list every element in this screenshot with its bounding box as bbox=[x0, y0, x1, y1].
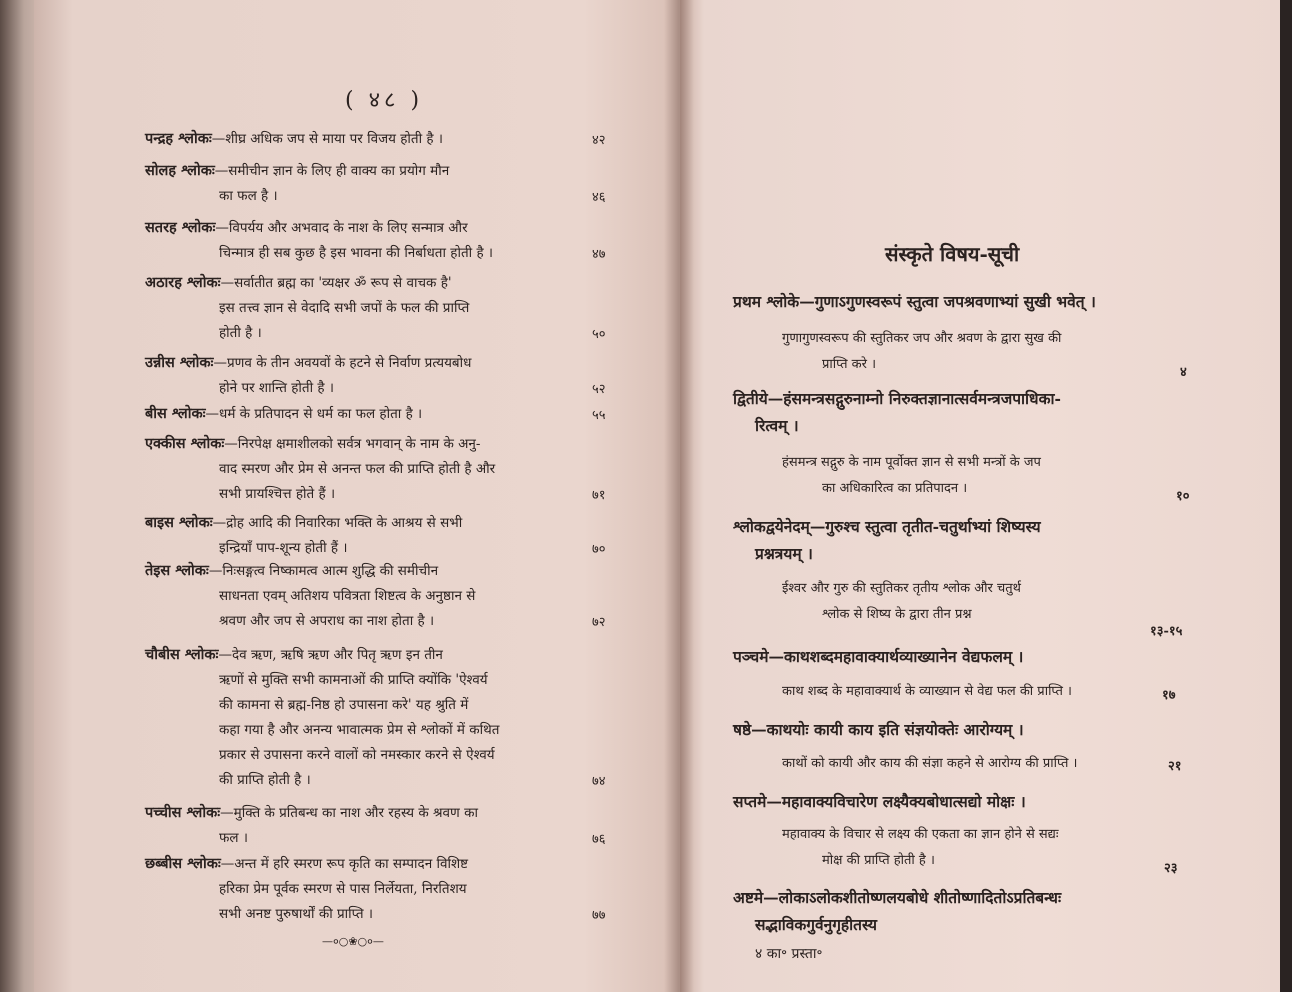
entry-text: —निरपेक्ष क्षमाशीलको सर्वत्र भगवान् के नाम के अनु- bbox=[224, 436, 481, 452]
entry-line bbox=[145, 800, 585, 826]
contents-entry bbox=[145, 510, 585, 561]
entry-line: फल । bbox=[219, 830, 248, 846]
contents-entry bbox=[145, 158, 585, 209]
sanskrit-text: —गुणाऽगुणस्वरूपं स्तुत्वा जपश्रवणाभ्यां सुखी भवेत् । bbox=[799, 292, 1096, 311]
entry-line bbox=[145, 350, 585, 376]
contents-entry bbox=[145, 126, 585, 152]
contents-entry bbox=[145, 431, 585, 507]
translation-line: का अधिकारित्व का प्रतिपादन । bbox=[822, 481, 968, 496]
entry-text: —देव ऋण, ऋषि ऋण और पितृ ऋण इन तीन bbox=[218, 647, 443, 663]
entry-line: सभी प्रायश्चित्त होते हैं । bbox=[219, 486, 336, 502]
entry-heading: बीस श्लोकः bbox=[145, 405, 206, 422]
page-reference: ७७ bbox=[592, 908, 606, 923]
entry-line: की प्राप्ति होती है । bbox=[219, 772, 311, 788]
contents-entry bbox=[145, 800, 585, 851]
entry-line: की कामना से ब्रह्म-निष्ठ हो उपासना करे' यह श्रुति में bbox=[219, 697, 469, 713]
entry-line: साधनता एवम् अतिशय पवित्रता शिष्टत्व के अनुष्ठान से bbox=[219, 588, 476, 604]
entry-text: —मुक्ति के प्रतिबन्ध का नाश और रहस्य के श्रवण का bbox=[220, 805, 478, 821]
sanskrit-entry bbox=[733, 884, 1188, 938]
translation-line: मोक्ष की प्राप्ति होती है । bbox=[822, 853, 935, 868]
page-reference: २३ bbox=[1164, 861, 1178, 876]
page-reference: ७० bbox=[592, 542, 606, 557]
sanskrit-text: —महावाक्यविचारेण लक्ष्यैक्यबोधात्सद्यो मोक्षः । bbox=[766, 792, 1026, 811]
sanskrit-line: रित्वम् । bbox=[755, 416, 799, 435]
page-reference: ४२ bbox=[592, 133, 606, 148]
entry-line: होने पर शान्ति होती है । bbox=[219, 380, 334, 396]
sanskrit-line bbox=[733, 513, 1188, 540]
entry-line bbox=[145, 642, 585, 668]
entry-heading: सोलह श्लोकः bbox=[145, 162, 215, 179]
entry-heading: तेइस श्लोकः bbox=[145, 562, 209, 579]
entry-text: —निःसङ्गत्व निष्कामत्व आत्म शुद्धि की समीचीन bbox=[208, 563, 439, 579]
hindi-translation bbox=[782, 679, 1172, 705]
entry-heading: अठारह श्लोकः bbox=[145, 274, 221, 291]
sanskrit-text: —हंसमन्त्रसद्गुरुनाम्नो निरुक्तज्ञानात्सर्वमन्त्रजपाधिका- bbox=[767, 389, 1061, 408]
page-reference: ५० bbox=[592, 327, 606, 342]
entry-line: ऋणों से मुक्ति सभी कामनाओं की प्राप्ति क्योंकि 'ऐश्वर्य bbox=[219, 672, 488, 688]
contents-entry bbox=[145, 401, 585, 427]
translation-line: प्राप्ति करे । bbox=[822, 357, 877, 372]
translation-line: महावाक्य के विचार से लक्ष्य की एकता का ज्ञान होने से सद्यः bbox=[782, 827, 1059, 842]
hindi-translation bbox=[782, 822, 1172, 874]
page-reference: २१ bbox=[1168, 759, 1182, 774]
entry-line bbox=[145, 126, 585, 152]
contents-entry bbox=[145, 642, 585, 793]
ornament-divider: —०○❀○०— bbox=[322, 935, 384, 948]
translation-line: हंसमन्त्र सद्गुरु के नाम पूर्वोक्त ज्ञान से सभी मन्त्रों के जप bbox=[782, 455, 1041, 470]
entry-heading: प्रथम श्लोके bbox=[733, 292, 800, 311]
entry-text: —धर्म के प्रतिपादन से धर्म का फल होता है । bbox=[205, 406, 423, 422]
page-footer-signature: ४ का॰ प्रस्ता॰ bbox=[755, 946, 823, 962]
entry-line: होती है । bbox=[219, 325, 262, 341]
page-reference: ४६ bbox=[592, 190, 606, 205]
entry-text: —शीघ्र अधिक जप से माया पर विजय होती है । bbox=[211, 131, 443, 147]
contents-entry bbox=[145, 270, 585, 346]
book-edge-right bbox=[1280, 0, 1292, 992]
page-reference: ७१ bbox=[592, 488, 606, 503]
sanskrit-line: प्रश्नत्रयम् । bbox=[755, 544, 813, 563]
entry-line: वाद स्मरण और प्रेम से अनन्त फल की प्राप्ति होती है और bbox=[219, 461, 496, 477]
entry-line: कहा गया है और अनन्य भावात्मक प्रेम से श्लोकों में कथित bbox=[219, 722, 500, 738]
page-reference: १७ bbox=[1162, 688, 1176, 703]
page-reference: ४७ bbox=[592, 247, 606, 262]
entry-heading: द्वितीये bbox=[733, 389, 768, 408]
entry-line: चिन्मात्र ही सब कुछ है इस भावना की निर्बाधता होती है । bbox=[219, 245, 494, 261]
sanskrit-text: —काथशब्दमहावाक्यार्थव्याख्यानेन वेद्यफलम् । bbox=[768, 647, 1024, 666]
translation-line: काथ शब्द के महावाक्यार्थ के व्याख्यान से वेद्य फल की प्राप्ति । bbox=[782, 684, 1072, 699]
hindi-translation bbox=[782, 751, 1172, 777]
contents-entry bbox=[145, 558, 585, 634]
sanskrit-line bbox=[733, 716, 1188, 743]
page-reference: १० bbox=[1176, 489, 1190, 504]
entry-line: प्रकार से उपासना करने वालों को नमस्कार करने से ऐश्वर्य bbox=[219, 747, 495, 763]
sanskrit-line: सद्भाविकगुर्वनुगृहीतस्य bbox=[755, 915, 878, 934]
entry-heading: बाइस श्लोकः bbox=[145, 514, 213, 531]
entry-heading: एक्कीस श्लोकः bbox=[145, 435, 225, 452]
sanskrit-entry bbox=[733, 513, 1188, 567]
page-reference: ७४ bbox=[592, 774, 606, 789]
entry-heading: सतरह श्लोकः bbox=[145, 219, 216, 236]
entry-heading: पञ्चमे bbox=[733, 647, 769, 666]
entry-line bbox=[145, 401, 585, 427]
sanskrit-text: —लोकाऽलोकशीतोष्णलयबोधे शीतोष्णादितोऽप्रतिबन्धः bbox=[763, 888, 1062, 907]
hindi-translation bbox=[782, 576, 1172, 628]
entry-heading: उन्नीस श्लोकः bbox=[145, 354, 214, 371]
entry-line: हरिका प्रेम पूर्वक स्मरण से पास निर्लेयता, निरतिशय bbox=[219, 881, 467, 897]
entry-line: सभी अनष्ट पुरुषार्थों की प्राप्ति । bbox=[219, 906, 373, 922]
contents-entry bbox=[145, 350, 585, 401]
sanskrit-line bbox=[733, 884, 1188, 911]
entry-text: —सर्वातीत ब्रह्म का 'व्यक्षर ॐ रूप से वाचक है' bbox=[220, 275, 452, 291]
sanskrit-line bbox=[733, 385, 1188, 412]
page-reference: ७२ bbox=[592, 615, 606, 630]
sanskrit-text: —काथयोः कायी काय इति संज्ञयोक्तेः आरोग्यम् । bbox=[751, 720, 1024, 739]
entry-text: —विपर्यय और अभवाद के नाश के लिए सन्मात्र और bbox=[215, 220, 468, 236]
sanskrit-text: —गुरुश्च स्तुत्वा तृतीत-चतुर्थाभ्यां शिष्यस्य bbox=[809, 517, 1041, 536]
page-reference: १३-१५ bbox=[1150, 624, 1183, 639]
entry-text: —समीचीन ज्ञान के लिए ही वाक्य का प्रयोग मौन bbox=[214, 163, 450, 179]
entry-line: इन्द्रियाँ पाप-शून्य होती हैं । bbox=[219, 540, 348, 556]
entry-line bbox=[145, 215, 585, 241]
translation-line: गुणागुणस्वरूप की स्तुतिकर जप और श्रवण के द्वारा सुख की bbox=[782, 331, 1062, 346]
entry-line: इस तत्त्व ज्ञान से वेदादि सभी जपों के फल की प्राप्ति bbox=[219, 300, 470, 316]
page-reference: ५५ bbox=[592, 408, 606, 423]
entry-heading: चौबीस श्लोकः bbox=[145, 646, 219, 663]
entry-heading: षष्ठे bbox=[733, 720, 752, 739]
page-title: संस्कृते विषय-सूची bbox=[885, 242, 1020, 266]
page-reference: ५२ bbox=[592, 382, 606, 397]
hindi-translation bbox=[782, 450, 1172, 502]
entry-heading: सप्तमे bbox=[733, 792, 767, 811]
entry-line bbox=[145, 851, 585, 877]
page-reference: ७६ bbox=[592, 832, 606, 847]
sanskrit-entry bbox=[733, 716, 1188, 743]
translation-line: ईश्वर और गुरु की स्तुतिकर तृतीय श्लोक और चतुर्थ bbox=[782, 581, 1021, 596]
entry-text: —अन्त में हरि स्मरण रूप कृति का सम्पादन विशिष्ट bbox=[220, 856, 469, 872]
entry-heading: पन्द्रह श्लोकः bbox=[145, 130, 212, 147]
translation-line: काथों को कायी और काय की संज्ञा कहने से आरोग्य की प्राप्ति । bbox=[782, 756, 1078, 771]
entry-line bbox=[145, 431, 585, 457]
page-reference: ४ bbox=[1180, 365, 1187, 380]
entry-text: —द्रोह आदि की निवारिका भक्ति के आश्रय से सभी bbox=[212, 515, 463, 531]
entry-text: —प्रणव के तीन अवयवों के हटने से निर्वाण प्रत्ययबोध bbox=[213, 355, 472, 371]
sanskrit-line bbox=[733, 288, 1188, 315]
sanskrit-entry bbox=[733, 643, 1188, 670]
entry-heading: अष्टमे bbox=[733, 888, 764, 907]
page-number: ( ४८ ) bbox=[345, 88, 424, 113]
entry-line: श्रवण और जप से अपराध का नाश होता है । bbox=[219, 613, 435, 629]
sanskrit-entry bbox=[733, 288, 1188, 315]
sanskrit-entry bbox=[733, 788, 1188, 815]
entry-line: का फल है । bbox=[219, 188, 278, 204]
book-gutter bbox=[664, 0, 694, 992]
entry-line bbox=[145, 558, 585, 584]
contents-entry bbox=[145, 851, 585, 927]
sanskrit-line bbox=[733, 788, 1188, 815]
contents-entry bbox=[145, 215, 585, 266]
hindi-translation bbox=[782, 326, 1172, 378]
sanskrit-line bbox=[733, 643, 1188, 670]
translation-line: श्लोक से शिष्य के द्वारा तीन प्रश्न bbox=[822, 607, 972, 622]
entry-heading: श्लोकद्वयेनेदम् bbox=[733, 517, 810, 536]
sanskrit-entry bbox=[733, 385, 1188, 439]
entry-heading: छब्बीस श्लोकः bbox=[145, 855, 221, 872]
entry-line bbox=[145, 510, 585, 536]
entry-heading: पच्चीस श्लोकः bbox=[145, 804, 221, 821]
entry-line bbox=[145, 158, 585, 184]
entry-line bbox=[145, 270, 585, 296]
